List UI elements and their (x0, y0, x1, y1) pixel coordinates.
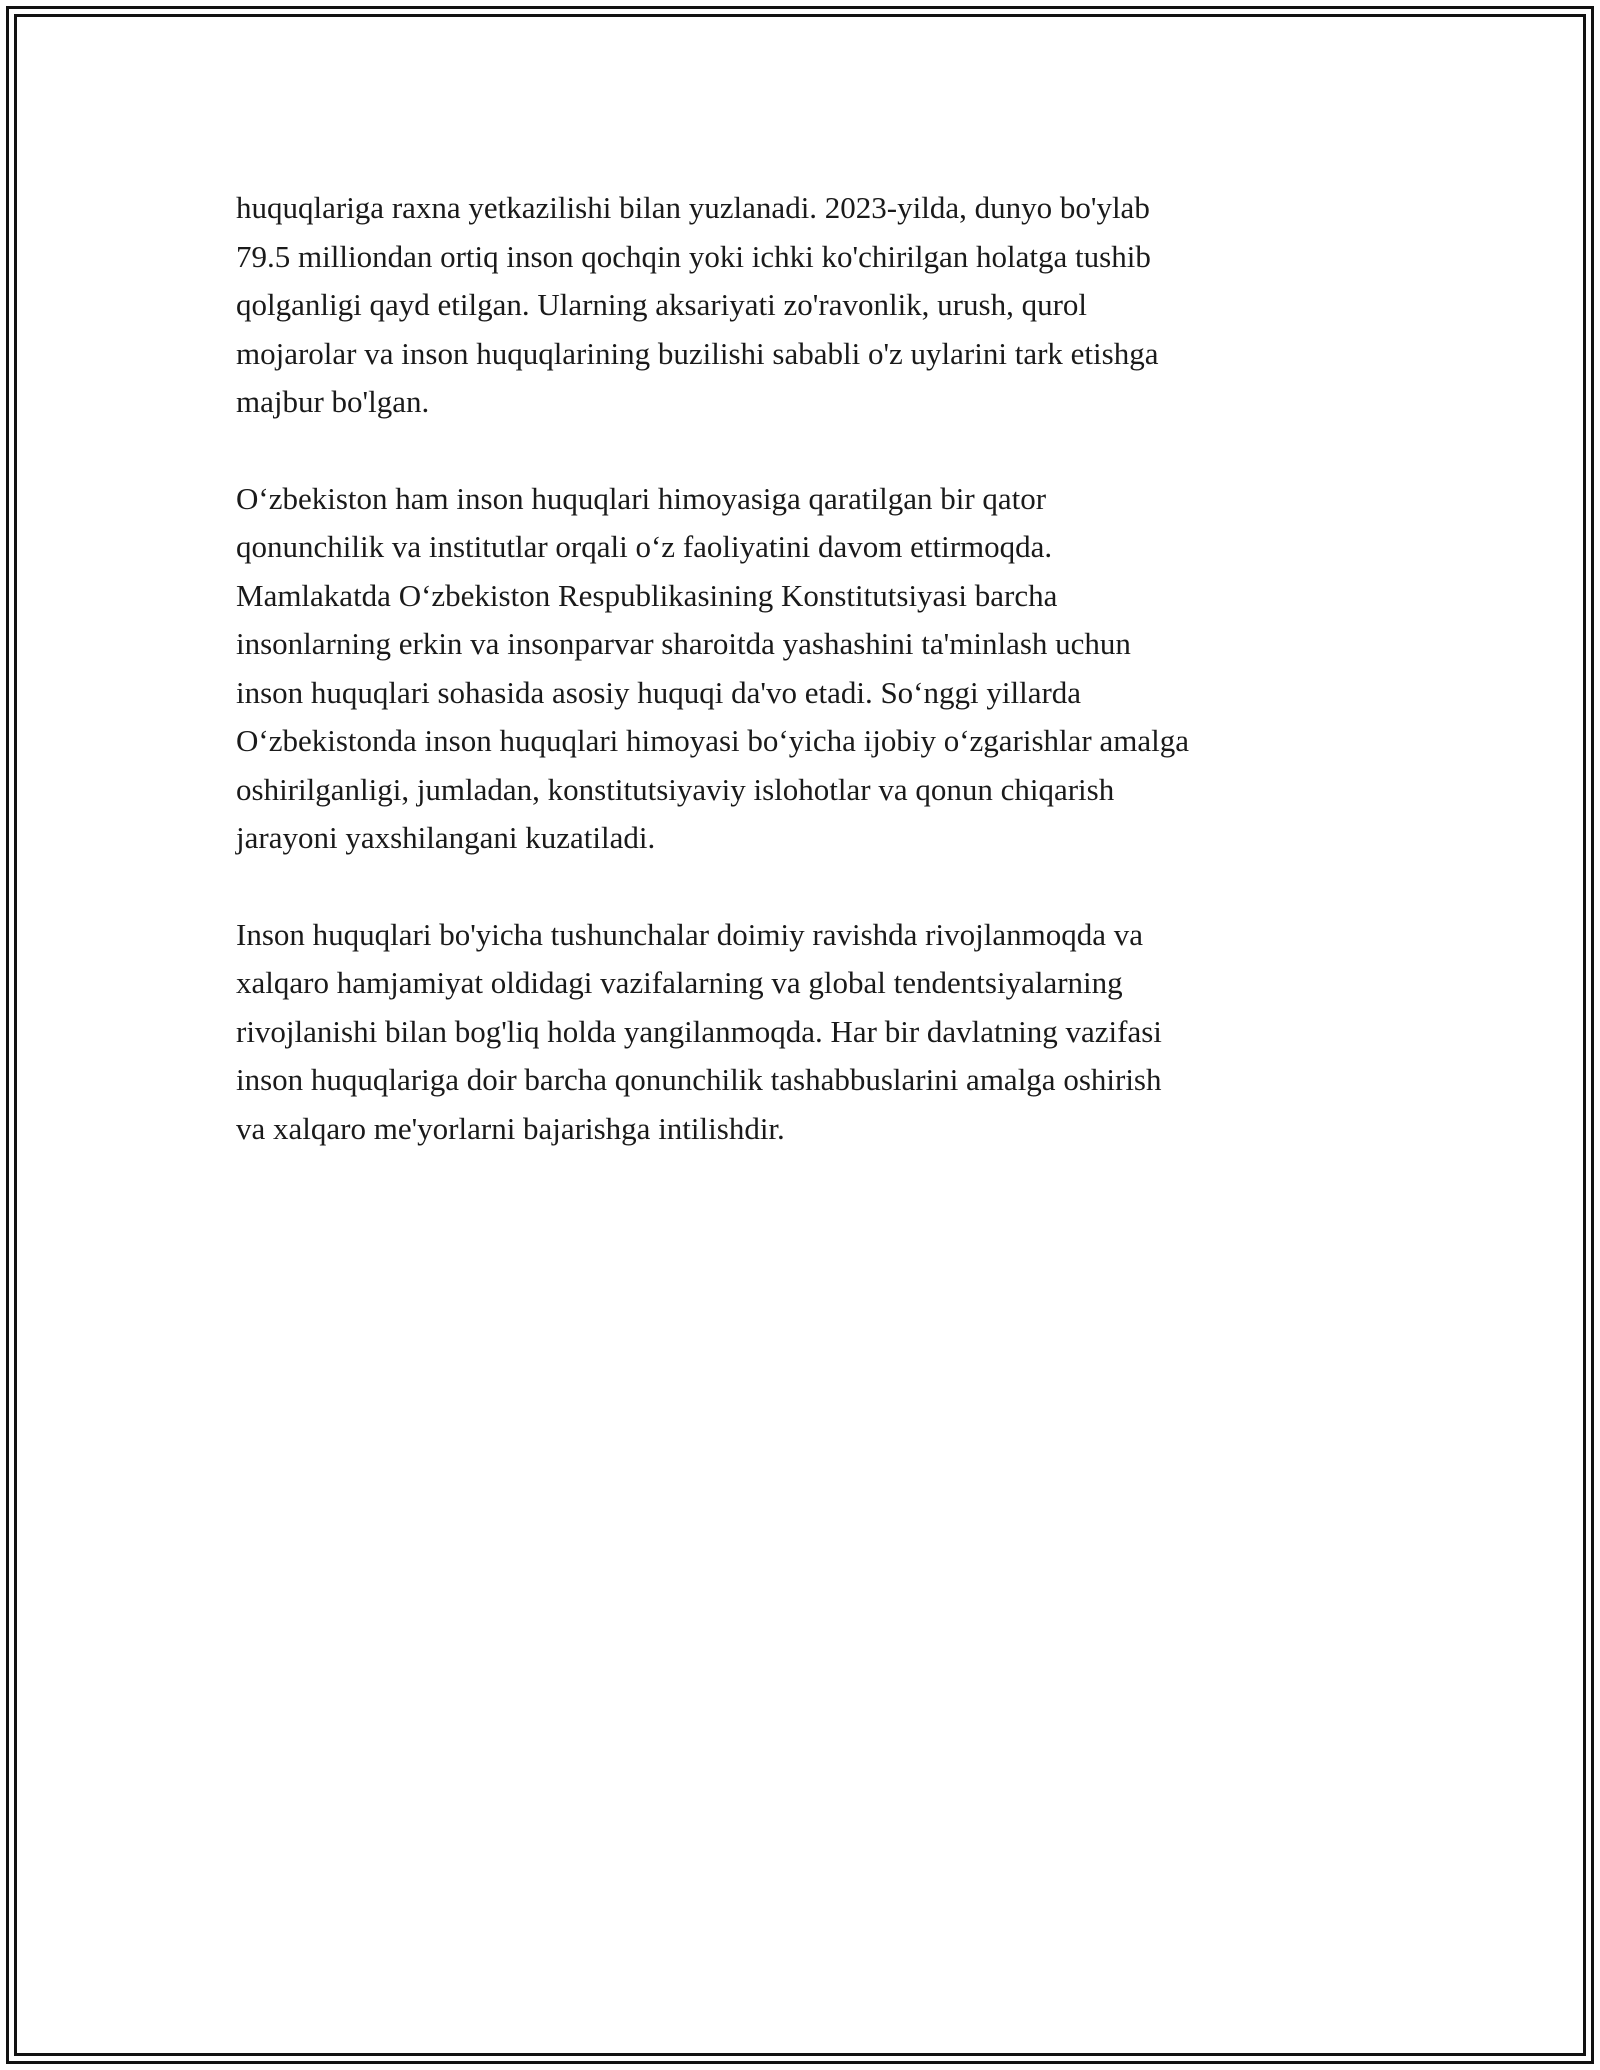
paragraph-human-rights-concepts: Inson huquqlari bo'yicha tushunchalar doimiy ravishda rivojlanmoqda va xalqaro hamjamiyat oldidagi vazifalarning va global tendentsiyalarning rivojlanishi bilan bog'liq holda yangilanmoqda. Har bir davlatning vazifasi inson huquqlariga doir barcha qonunchilik tashabbuslarini amalga oshirish va xalqaro me'yorlarni bajarishga intilishdir. (236, 916, 1162, 1146)
document-body (236, 184, 1416, 1201)
paragraph-refugees: huquqlariga raxna yetkazilishi bilan yuzlanadi. 2023-yilda, dunyo bo'ylab 79.5 milliondan ortiq inson qochqin yoki ichki ko'chirilgan holatga tushib qolganligi qayd etilgan. Ularning aksariyati zo'ravonlik, urush, qurol mojarolar va inson huquqlarining buzilishi sababli o'z uylarini tark etishga majbur bo'lgan. (236, 190, 1159, 419)
paragraph-uzbekistan: O‘zbekiston ham inson huquqlari himoyasiga qaratilgan bir qator qonunchilik va institutlar orqali o‘z faoliyatini davom ettirmoqda. Mamlakatda O‘zbekiston Respublikasining Konstitutsiyasi barcha insonlarning erkin va insonparvar sharoitda yashashini ta'minlash uchun inson huquqlari sohasida asosiy huquqi da'vo etadi. So‘nggi yillarda O‘zbekistonda inson huquqlari himoyasi bo‘yicha ijobiy o‘zgarishlar amalga oshirilganligi, jumladan, konstitutsiyaviy islohotlar va qonun chiqarish jarayoni yaxshilangani kuzatiladi. (236, 480, 1190, 855)
